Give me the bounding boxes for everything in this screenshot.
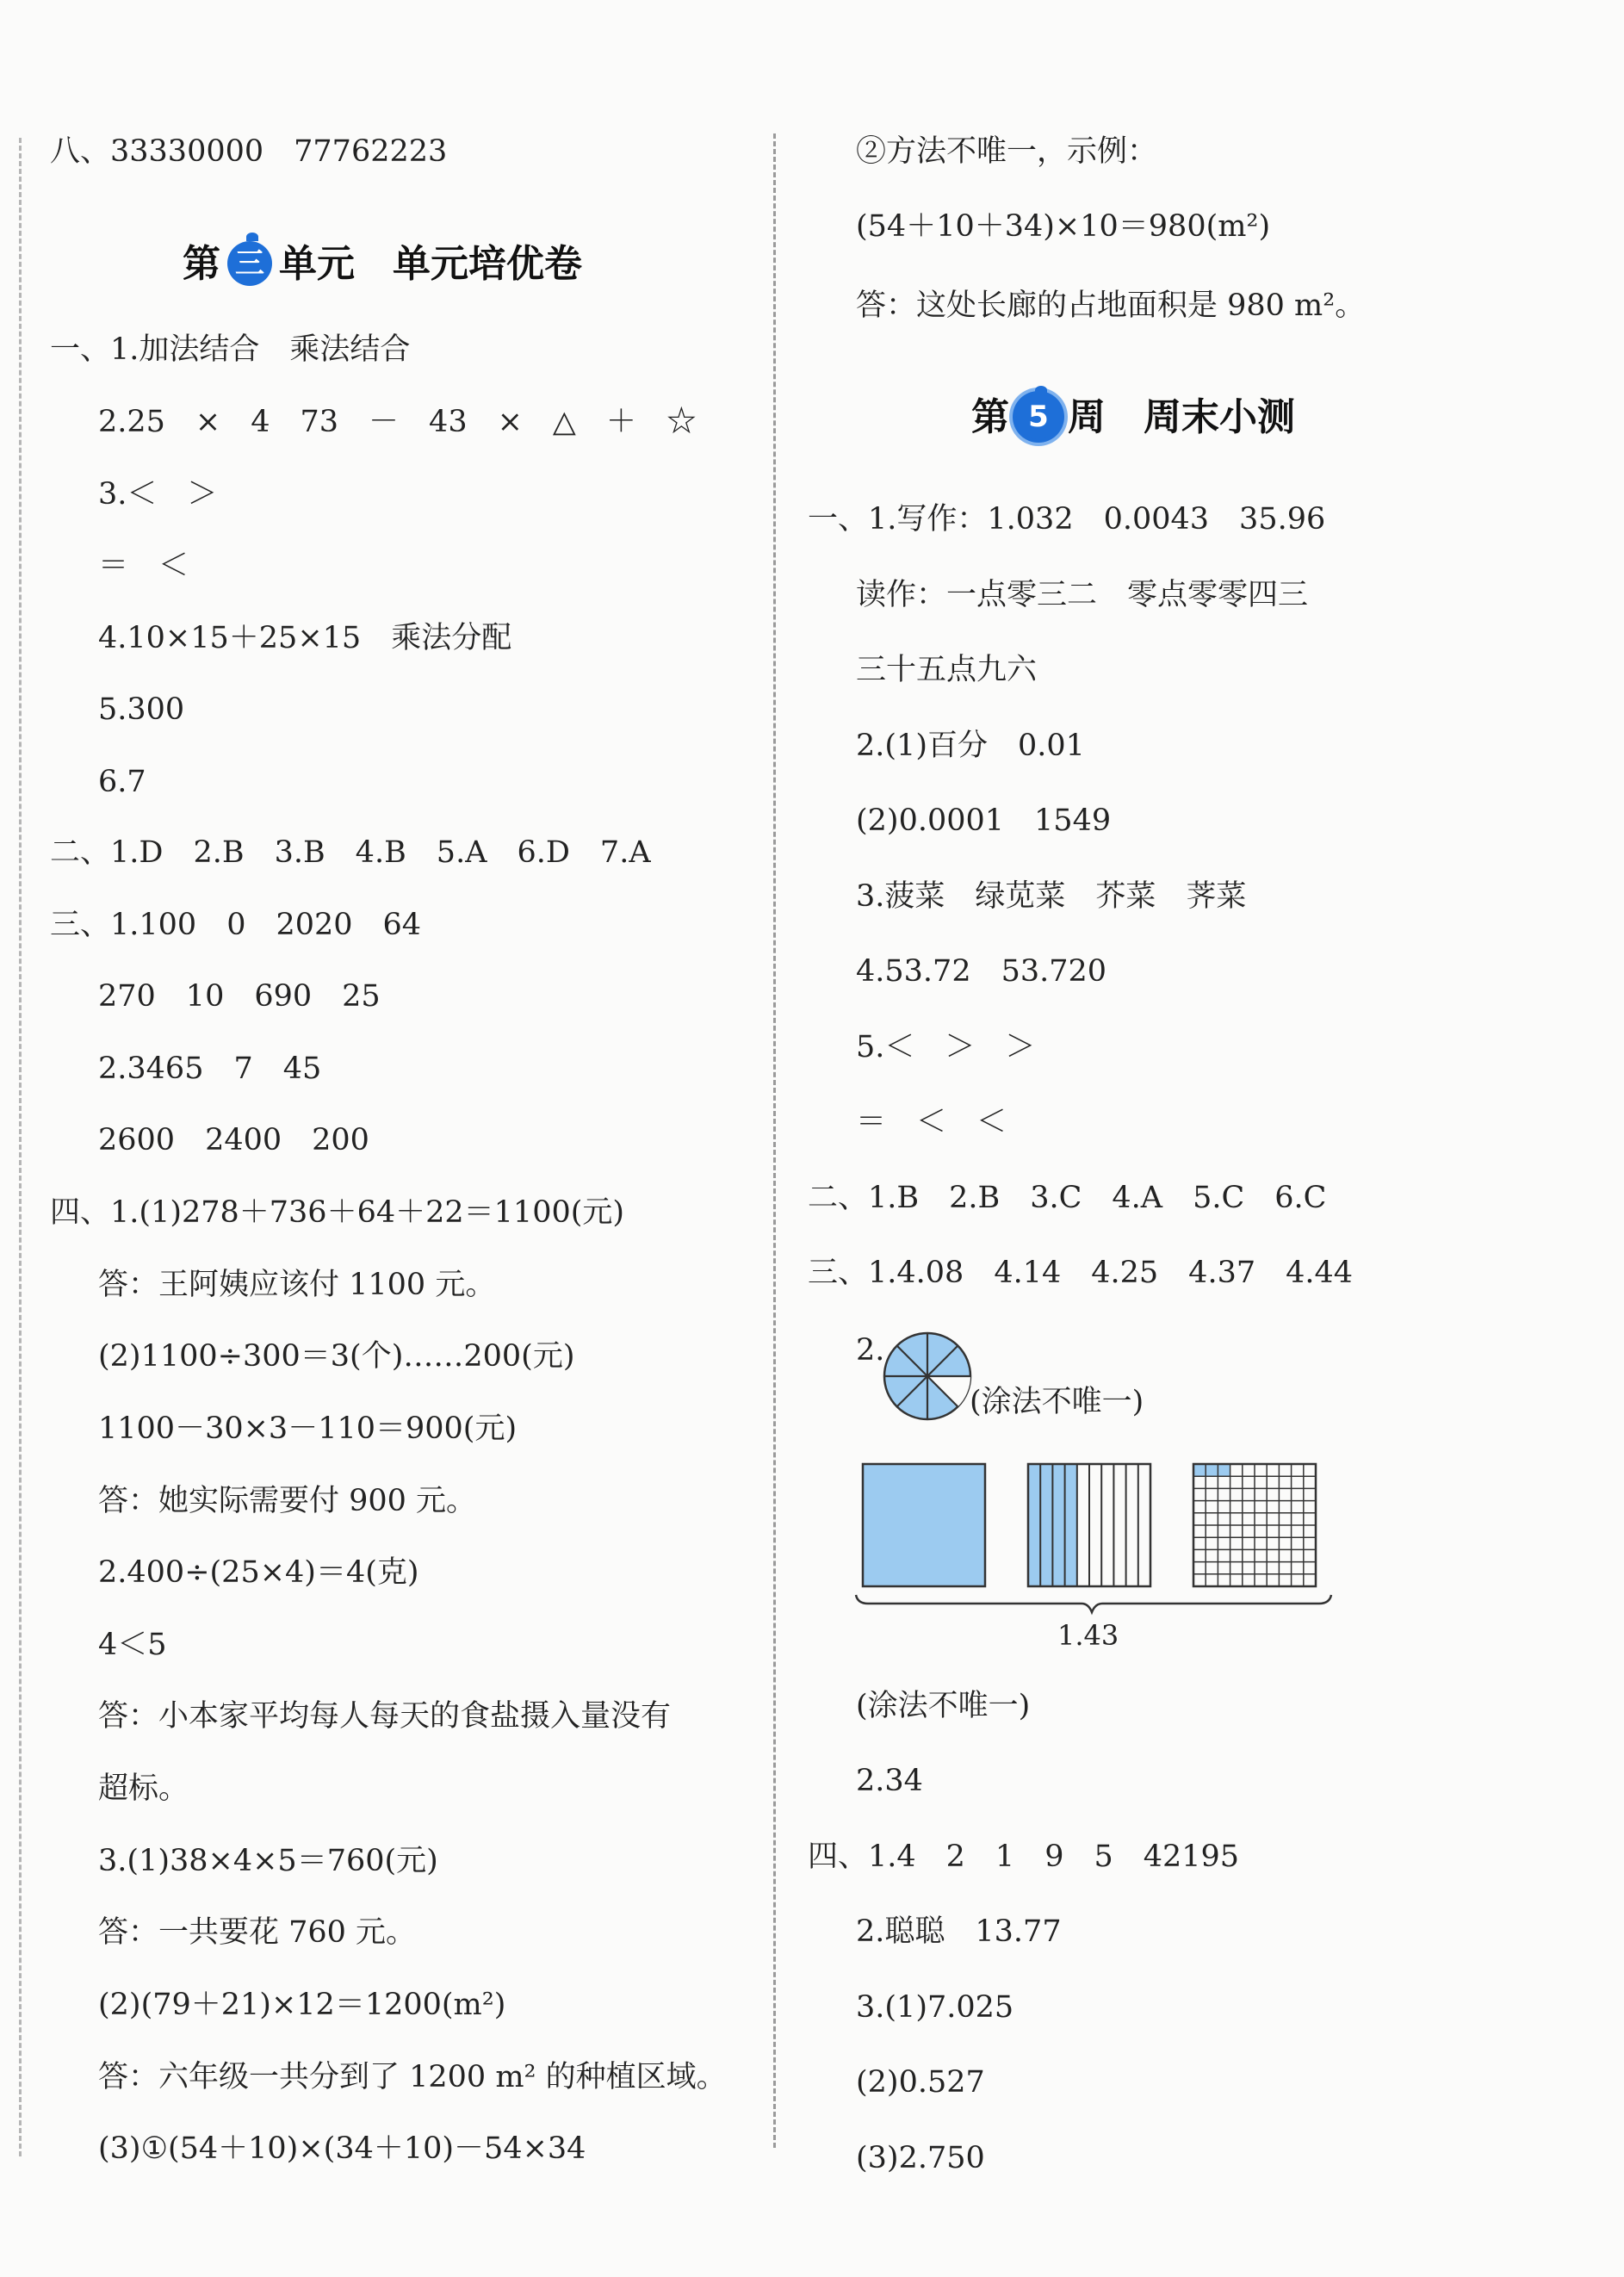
decimal-squares-figure — [854, 1457, 1333, 1616]
circle-note: (涂法不唯一) — [970, 1385, 1144, 1419]
left-margin-divider — [19, 138, 22, 2156]
answer-line: 3.(1)7.025 — [856, 1990, 1014, 2025]
section-heading-week-5 — [971, 388, 1295, 448]
answer-line: (2)(79＋21)×12＝1200(m²) — [98, 1988, 506, 2022]
answer-line: 4.53.72 53.720 — [856, 954, 1107, 989]
answer-line: (3)2.750 — [856, 2141, 985, 2175]
answer-line: 一、1.写作：1.032 0.0043 35.96 — [808, 502, 1326, 537]
answer-line: 1100－30×3－110＝900(元) — [98, 1411, 518, 1446]
answer-line: 四、1.(1)278＋736＋64＋22＝1100(元) — [50, 1195, 625, 1230]
answer-line: 超标。 — [98, 1771, 189, 1806]
answer-line: 2.聪聪 13.77 — [856, 1914, 1062, 1949]
answer-line: 4＜5 — [98, 1628, 167, 1662]
answer-line: 三、1.100 0 2020 64 — [50, 908, 422, 942]
answer-line: ＝ ＜ — [98, 549, 189, 583]
unit-number-badge: 三 — [227, 241, 272, 286]
answer-line: 5.＜ ＞ ＞ — [856, 1030, 1036, 1064]
answer-line: 答：王阿姨应该付 1100 元。 — [98, 1268, 496, 1302]
answer-line: (2)0.0001 1549 — [856, 803, 1112, 838]
answer-line: (2)1100÷300＝3(个)……200(元) — [98, 1339, 575, 1374]
brace-value: 1.43 — [1057, 1619, 1119, 1652]
answer-line: 2.3465 7 45 — [98, 1052, 322, 1086]
answer-line: 四、1.4 2 1 9 5 42195 — [808, 1840, 1240, 1874]
answer-line: 6.7 — [98, 765, 146, 799]
answer-line: 三、1.4.08 4.14 4.25 4.37 4.44 — [808, 1256, 1354, 1290]
week-number-badge: 5 — [1016, 394, 1061, 439]
section-heading-unit-3 — [183, 234, 582, 295]
answer-line: 答：小本家平均每人每天的食盐摄入量没有 — [98, 1699, 672, 1734]
answer-line: 5.300 — [98, 692, 185, 727]
answer-line: 2.(1)百分 0.01 — [856, 729, 1085, 763]
bracket-brace — [856, 1595, 1331, 1612]
answer-line: 答：她实际需要付 900 元。 — [98, 1484, 477, 1518]
hundredths-square — [1193, 1464, 1316, 1586]
answer-line: (3)①(54＋10)×(34＋10)－54×34 — [98, 2131, 586, 2166]
answer-line: (涂法不唯一) — [856, 1689, 1031, 1723]
circle-dividers — [884, 1333, 970, 1419]
answer-line: 4.10×15＋25×15 乘法分配 — [98, 621, 512, 655]
answer-line: 三十五点九六 — [856, 653, 1038, 687]
answer-line: 2.400÷(25×4)＝4(克) — [98, 1555, 419, 1590]
answer-line: (2)0.527 — [856, 2065, 985, 2100]
whole-square — [863, 1464, 985, 1586]
answer-line: 2.25 × 4 73 － 43 × △ ＋ ☆ — [98, 405, 697, 439]
answer-line: 2.34 — [856, 1764, 923, 1798]
answer-line: 3.＜ ＞ — [98, 477, 218, 512]
answer-line: 答：一共要花 760 元。 — [98, 1915, 417, 1950]
heading-title: 周 周末小测 — [1068, 395, 1295, 439]
answer-line: 答：这处长廊的占地面积是 980 m²。 — [856, 289, 1366, 323]
answer-line: 二、1.B 2.B 3.C 4.A 5.C 6.C — [808, 1181, 1327, 1215]
answer-line: ②方法不唯一，示例： — [856, 134, 1158, 169]
tenths-square — [1028, 1464, 1150, 1586]
column-divider — [773, 133, 776, 2148]
circle-figure — [880, 1329, 975, 1424]
heading-prefix: 第 — [971, 395, 1009, 439]
answer-line: 2600 2400 200 — [98, 1123, 369, 1157]
answer-line: 3.(1)38×4×5＝760(元) — [98, 1844, 438, 1878]
answer-line: ＝ ＜ ＜ — [856, 1105, 1007, 1139]
answer-line: 读作：一点零三二 零点零零四三 — [856, 578, 1309, 612]
heading-title: 单元 单元培优卷 — [279, 242, 582, 286]
answer-line: 一、1.加法结合 乘法结合 — [50, 332, 411, 367]
answer-line: 答：六年级一共分到了 1200 m² 的种植区域。 — [98, 2060, 727, 2094]
answer-line: 3.菠菜 绿苋菜 芥菜 荠菜 — [856, 879, 1247, 914]
heading-prefix: 第 — [183, 242, 220, 286]
figure-label: 2. — [856, 1333, 885, 1368]
answer-line: 270 10 690 25 — [98, 979, 381, 1014]
answer-line-eight: 八、33330000 77762223 — [50, 134, 448, 169]
answer-line: 二、1.D 2.B 3.B 4.B 5.A 6.D 7.A — [50, 835, 651, 870]
answer-line: (54＋10＋34)×10＝980(m²) — [856, 209, 1271, 244]
